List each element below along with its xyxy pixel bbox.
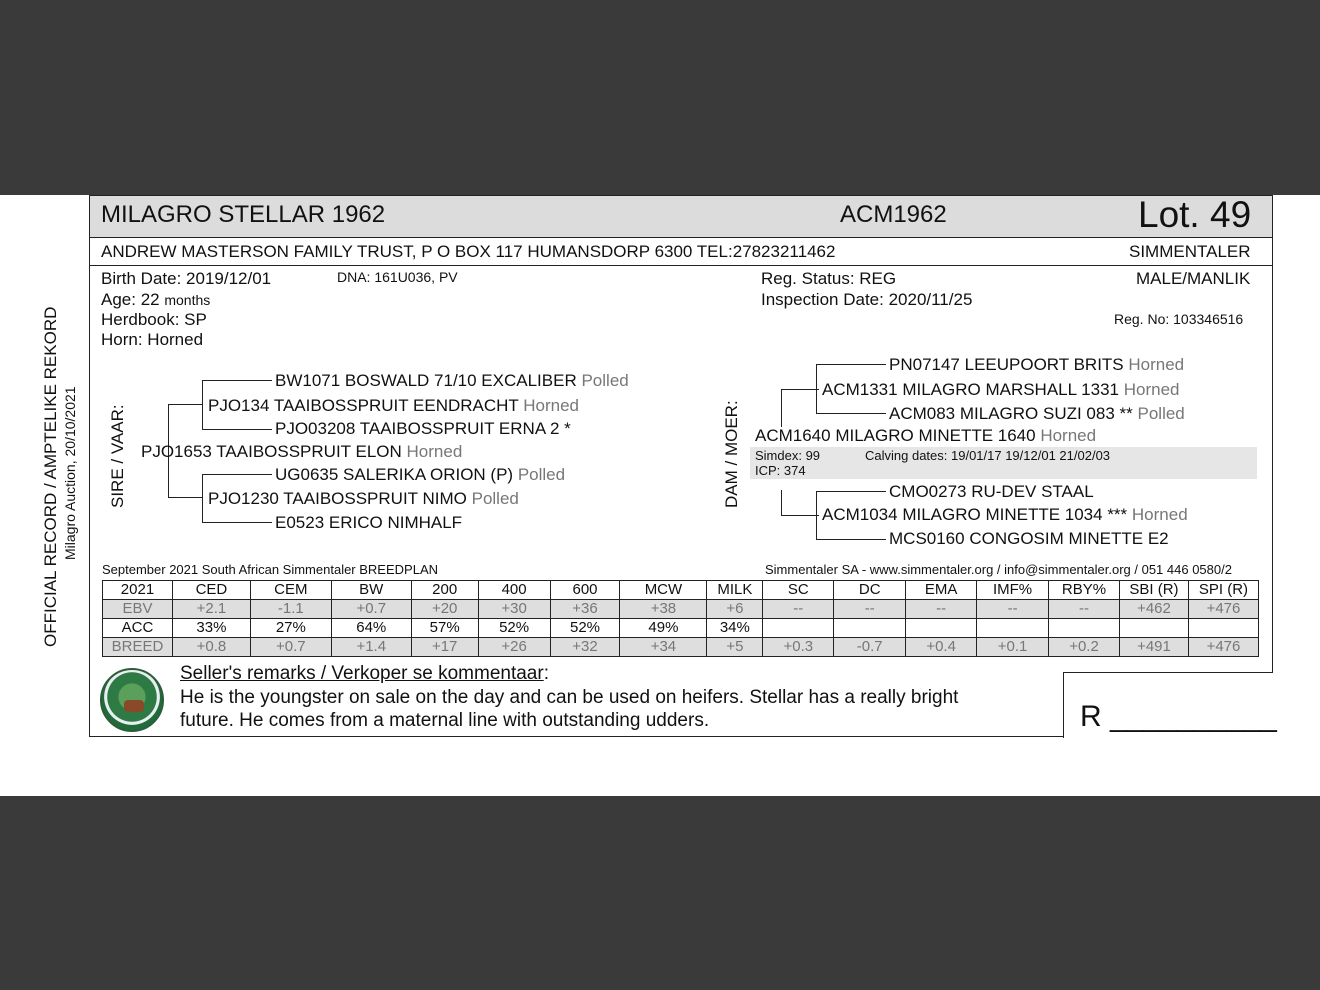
sire-bracket-top [168, 404, 203, 405]
ss-entry [208, 396, 579, 416]
ebv-cell: -- [906, 600, 977, 619]
dss-entry [889, 355, 1184, 375]
sd-bracket [202, 474, 203, 523]
dam-name: ACM1640 MILAGRO MINETTE 1640 [755, 426, 1036, 445]
dsd-entry [889, 404, 1185, 424]
breed-cell: -0.7 [834, 638, 906, 657]
sd-name: PJO1230 TAAIBOSSPRUIT NIMO [208, 489, 467, 508]
acc-cell [763, 619, 834, 638]
dss-name: PN07147 LEEUPOORT BRITS [889, 355, 1124, 374]
ebv-table [102, 580, 1259, 657]
sire-horn: Horned [406, 442, 463, 461]
sire-bracket-bottom [168, 497, 203, 498]
ebv-header-cell: BW [331, 581, 411, 600]
ebv-header-cell: SPI (R) [1188, 581, 1258, 600]
remarks-heading: Seller's remarks / Verkoper se kommentaar: [180, 663, 549, 684]
ss-bracket-bottom [202, 429, 272, 430]
ebv-header-cell: IMF% [977, 581, 1049, 600]
breed-name: SIMMENTALER [1129, 242, 1251, 261]
ds-bracket [816, 364, 817, 414]
ebv-cell: +38 [620, 600, 707, 619]
acc-cell: 33% [172, 619, 250, 638]
simmentaler-logo [100, 668, 164, 732]
breed-average-row [103, 638, 1259, 657]
ebv-cell: +0.7 [331, 600, 411, 619]
breed-cell: BREED [103, 638, 173, 657]
inspection-date: Inspection Date: 2020/11/25 [761, 290, 973, 309]
age-unit: months [164, 292, 211, 308]
ebv-cell: -- [977, 600, 1049, 619]
ds-horn: Horned [1123, 380, 1180, 399]
acc-cell [1120, 619, 1189, 638]
sss-name: BW1071 BOSWALD 71/10 EXCALIBER [275, 371, 577, 390]
ss-name: PJO134 TAAIBOSSPRUIT EENDRACHT [208, 396, 519, 415]
ebv-cell: +476 [1188, 600, 1258, 619]
acc-cell [834, 619, 906, 638]
ebv-header-cell: EMA [906, 581, 977, 600]
ebv-header-cell: RBY% [1049, 581, 1120, 600]
ds-name: ACM1331 MILAGRO MARSHALL 1331 [822, 380, 1119, 399]
ss-horn: Horned [523, 396, 579, 415]
sds-horn: Polled [517, 465, 566, 484]
breed-cell: +0.8 [172, 638, 250, 657]
dam-calving-dates: Calving dates: 19/01/17 19/12/01 21/02/03 [865, 448, 1111, 463]
ebv-header-cell: 600 [550, 581, 620, 600]
official-record-label: OFFICIAL RECORD / AMPTELIKE REKORD [41, 306, 60, 647]
sire-entry [141, 442, 462, 462]
sdd-entry [275, 513, 462, 533]
sd-bracket-top [202, 474, 272, 475]
acc-cell [906, 619, 977, 638]
acc-cell: 52% [550, 619, 620, 638]
breed-cell: +26 [478, 638, 550, 657]
dd-bracket [816, 491, 817, 540]
ebv-header-cell: CED [172, 581, 250, 600]
ebv-header-cell: 2021 [103, 581, 173, 600]
ddd-name: MCS0160 CONGOSIM MINETTE E2 [889, 529, 1169, 548]
ebv-cell: -- [763, 600, 834, 619]
acc-cell: ACC [103, 619, 173, 638]
acc-cell: 34% [707, 619, 763, 638]
ebv-row [103, 600, 1259, 619]
sd-horn: Polled [471, 489, 519, 508]
ebv-header-cell: SC [763, 581, 834, 600]
ebv-cell: +6 [707, 600, 763, 619]
acc-row [103, 619, 1259, 638]
horn-status: Horn: Horned [101, 330, 204, 349]
breed-cell: +0.7 [250, 638, 331, 657]
ebv-cell: -- [834, 600, 906, 619]
acc-cell: 27% [250, 619, 331, 638]
remarks-line-1: He is the youngster on sale on the day and can be used on heifers. Stellar has a really bright [180, 687, 959, 708]
owner-address: ANDREW MASTERSON FAMILY TRUST, P O BOX 117 HUMANSDORP 6300 TEL:27823211462 [101, 242, 836, 261]
dam-entry [755, 426, 1096, 446]
breed-cell: +476 [1188, 638, 1258, 657]
breed-cell: +0.1 [977, 638, 1049, 657]
sdd-name: E0523 ERICO NIMHALF [275, 513, 463, 532]
breed-cell: +0.4 [906, 638, 977, 657]
ebv-cell: +36 [550, 600, 620, 619]
dam-label: DAM / MOER: [722, 400, 741, 508]
acc-cell [977, 619, 1049, 638]
reg-number: Reg. No: 103346516 [1114, 311, 1244, 327]
sds-name: UG0635 SALERIKA ORION (P) [275, 465, 514, 484]
ebv-cell: +20 [411, 600, 478, 619]
herdbook: Herdbook: SP [101, 310, 207, 329]
sd-bracket-bottom [202, 522, 272, 523]
ebv-header-cell: CEM [250, 581, 331, 600]
dd-bracket-bottom [816, 539, 886, 540]
breedplan-contact: Simmentaler SA - www.simmentaler.org / info@simmentaler.org / 051 446 0580/2 [765, 562, 1232, 577]
auction-label: Milagro Auction, 20/10/2021 [62, 386, 78, 560]
dds-entry [889, 482, 1094, 502]
sss-entry [275, 371, 629, 391]
ss-bracket [202, 380, 203, 430]
ssd-name: PJO03208 TAAIBOSSPRUIT ERNA 2 * [275, 419, 571, 438]
age [101, 290, 210, 310]
breed-cell: +0.3 [763, 638, 834, 657]
birth-date: Birth Date: 2019/12/01 [101, 269, 272, 288]
sex: MALE/MANLIK [1136, 269, 1251, 288]
ebv-header-cell: 400 [478, 581, 550, 600]
dam-bracket-lower [781, 490, 782, 516]
ds-entry [822, 380, 1180, 400]
ss-bracket-top [202, 380, 272, 381]
acc-cell: 52% [478, 619, 550, 638]
dam-bracket-top [781, 389, 819, 390]
dam-horn: Horned [1040, 426, 1097, 445]
animal-name: MILAGRO STELLAR 1962 [101, 201, 386, 228]
dam-bracket-bottom [781, 515, 819, 516]
ebv-cell: -- [1049, 600, 1120, 619]
ebv-header-cell: 200 [411, 581, 478, 600]
dss-horn: Horned [1128, 355, 1185, 374]
ebv-cell: EBV [103, 600, 173, 619]
sds-entry [275, 465, 565, 485]
price-field[interactable]: R __________ [1080, 700, 1277, 733]
remarks-line-2: future. He comes from a maternal line with outstanding udders. [180, 710, 710, 731]
dsd-horn: Polled [1137, 404, 1185, 423]
lot-number: Lot. 49 [1138, 194, 1252, 235]
acc-cell: 49% [620, 619, 707, 638]
ebv-header-cell: MILK [707, 581, 763, 600]
age-value: Age: 22 [101, 290, 160, 309]
ebv-header-cell: DC [834, 581, 906, 600]
dds-name: CMO0273 RU-DEV STAAL [889, 482, 1094, 501]
sd-entry [208, 489, 519, 509]
dd-name: ACM1034 MILAGRO MINETTE 1034 *** [822, 505, 1128, 524]
dam-bracket-upper [781, 389, 782, 427]
dam-simdex: Simdex: 99 [755, 448, 821, 463]
ebv-cell: +462 [1120, 600, 1189, 619]
remarks-title: Seller's remarks / Verkoper se kommentaar [180, 663, 544, 684]
acc-cell: 64% [331, 619, 411, 638]
sire-label: SIRE / VAAR: [108, 404, 127, 508]
dd-horn: Horned [1131, 505, 1188, 524]
ebv-header-row [103, 581, 1259, 600]
acc-cell [1049, 619, 1120, 638]
breedplan-caption: September 2021 South African Simmentaler BREEDPLAN [102, 562, 439, 577]
breed-cell: +0.2 [1049, 638, 1120, 657]
ds-bracket-bottom [816, 413, 886, 414]
breed-cell: +32 [550, 638, 620, 657]
animal-id: ACM1962 [840, 201, 947, 228]
dna-info: DNA: 161U036, PV [337, 269, 458, 285]
ebv-header-cell: SBI (R) [1120, 581, 1189, 600]
ebv-header-cell: MCW [620, 581, 707, 600]
breed-cell: +17 [411, 638, 478, 657]
breed-cell: +5 [707, 638, 763, 657]
dam-icp: ICP: 374 [755, 463, 806, 478]
dd-bracket-top [816, 491, 886, 492]
breed-cell: +491 [1120, 638, 1189, 657]
sss-horn: Polled [581, 371, 629, 390]
ddd-entry [889, 529, 1169, 549]
ssd-entry [275, 419, 571, 439]
breed-cell: +34 [620, 638, 707, 657]
dsd-name: ACM083 MILAGRO SUZI 083 ** [889, 404, 1133, 423]
sire-name: PJO1653 TAAIBOSSPRUIT ELON [141, 442, 402, 461]
ebv-cell: -1.1 [250, 600, 331, 619]
acc-cell [1188, 619, 1258, 638]
ds-bracket-top [816, 364, 886, 365]
ebv-cell: +30 [478, 600, 550, 619]
ebv-cell: +2.1 [172, 600, 250, 619]
reg-status: Reg. Status: REG [761, 269, 897, 288]
dd-entry [822, 505, 1188, 525]
acc-cell: 57% [411, 619, 478, 638]
breed-cell: +1.4 [331, 638, 411, 657]
